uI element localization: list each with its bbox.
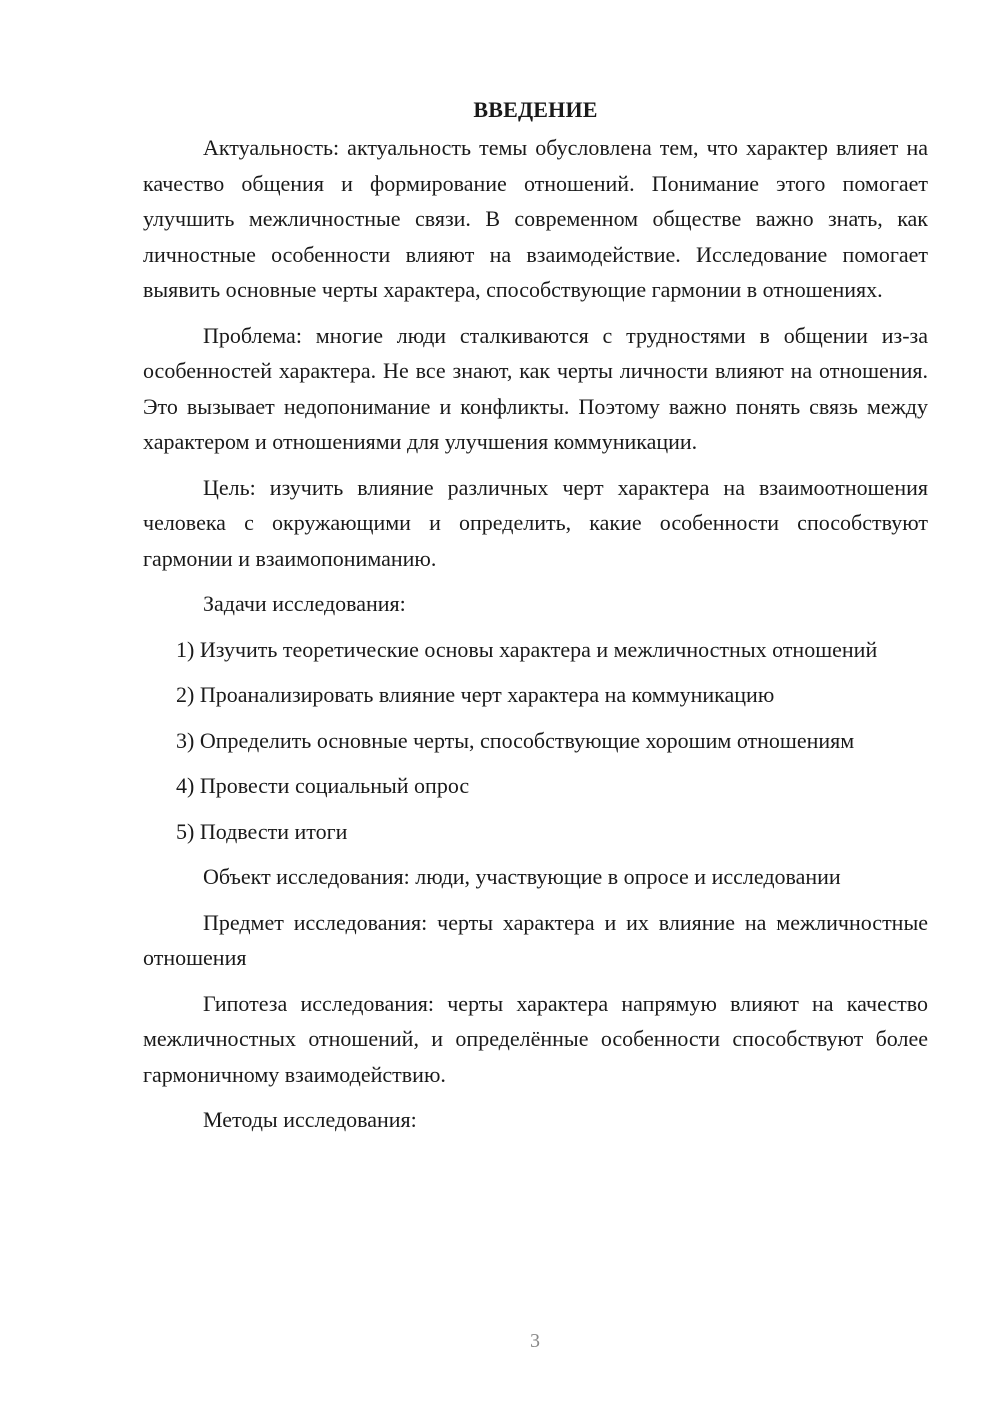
task-item-4: 4) Провести социальный опрос	[176, 773, 470, 798]
task-item-5: 5) Подвести итоги	[176, 818, 348, 844]
task-item-2: 2) Проанализировать влияние черт характера на коммуникацию	[176, 682, 775, 707]
goal-paragraph: Цель: изучить влияние различных черт характера на взаимоотношения человека с окружающими и определить, какие особенности способствуют гармонии и взаимопониманию.	[143, 474, 928, 571]
page-number: 3	[530, 1330, 540, 1352]
section-heading: ВВЕДЕНИЕ	[473, 97, 598, 122]
task-item-1: 1) Изучить теоретические основы характера и межличностных отношений	[176, 636, 878, 662]
subject-paragraph: Предмет исследования: черты характера и их влияние на межличностные отношения	[143, 909, 928, 970]
relevance-paragraph: Актуальность: актуальность темы обусловлена тем, что характер влияет на качество общения и формирование отношений. Понимание этого помогает улучшить межличностные связи. В современном обществе важно знать, как личностные особенности влияют на взаимодействие. Исследование помогает выявить основные черты характера, способствующие гармонии в отношениях.	[143, 135, 928, 302]
tasks-heading-paragraph: Задачи исследования:	[203, 591, 406, 616]
problem-paragraph: Проблема: многие люди сталкиваются с трудностями в общении из-за особенностей характера. Не все знают, как черты личности влияют на отношения. Это вызывает недопонимание и конфликты. Поэтому важно понять связь между характером и отношениями для улучшения коммуникации.	[143, 322, 928, 454]
document-page	[143, 92, 928, 1138]
object-paragraph: Объект исследования: люди, участвующие в опросе и исследовании	[203, 864, 841, 889]
methods-paragraph: Методы исследования:	[203, 1107, 417, 1132]
hypothesis-paragraph: Гипотеза исследования: черты характера напрямую влияют на качество межличностных отношений, и определённые особенности способствуют более гармоничному взаимодействию.	[143, 990, 928, 1087]
task-item-3: 3) Определить основные черты, способствующие хорошим отношениям	[176, 727, 855, 753]
